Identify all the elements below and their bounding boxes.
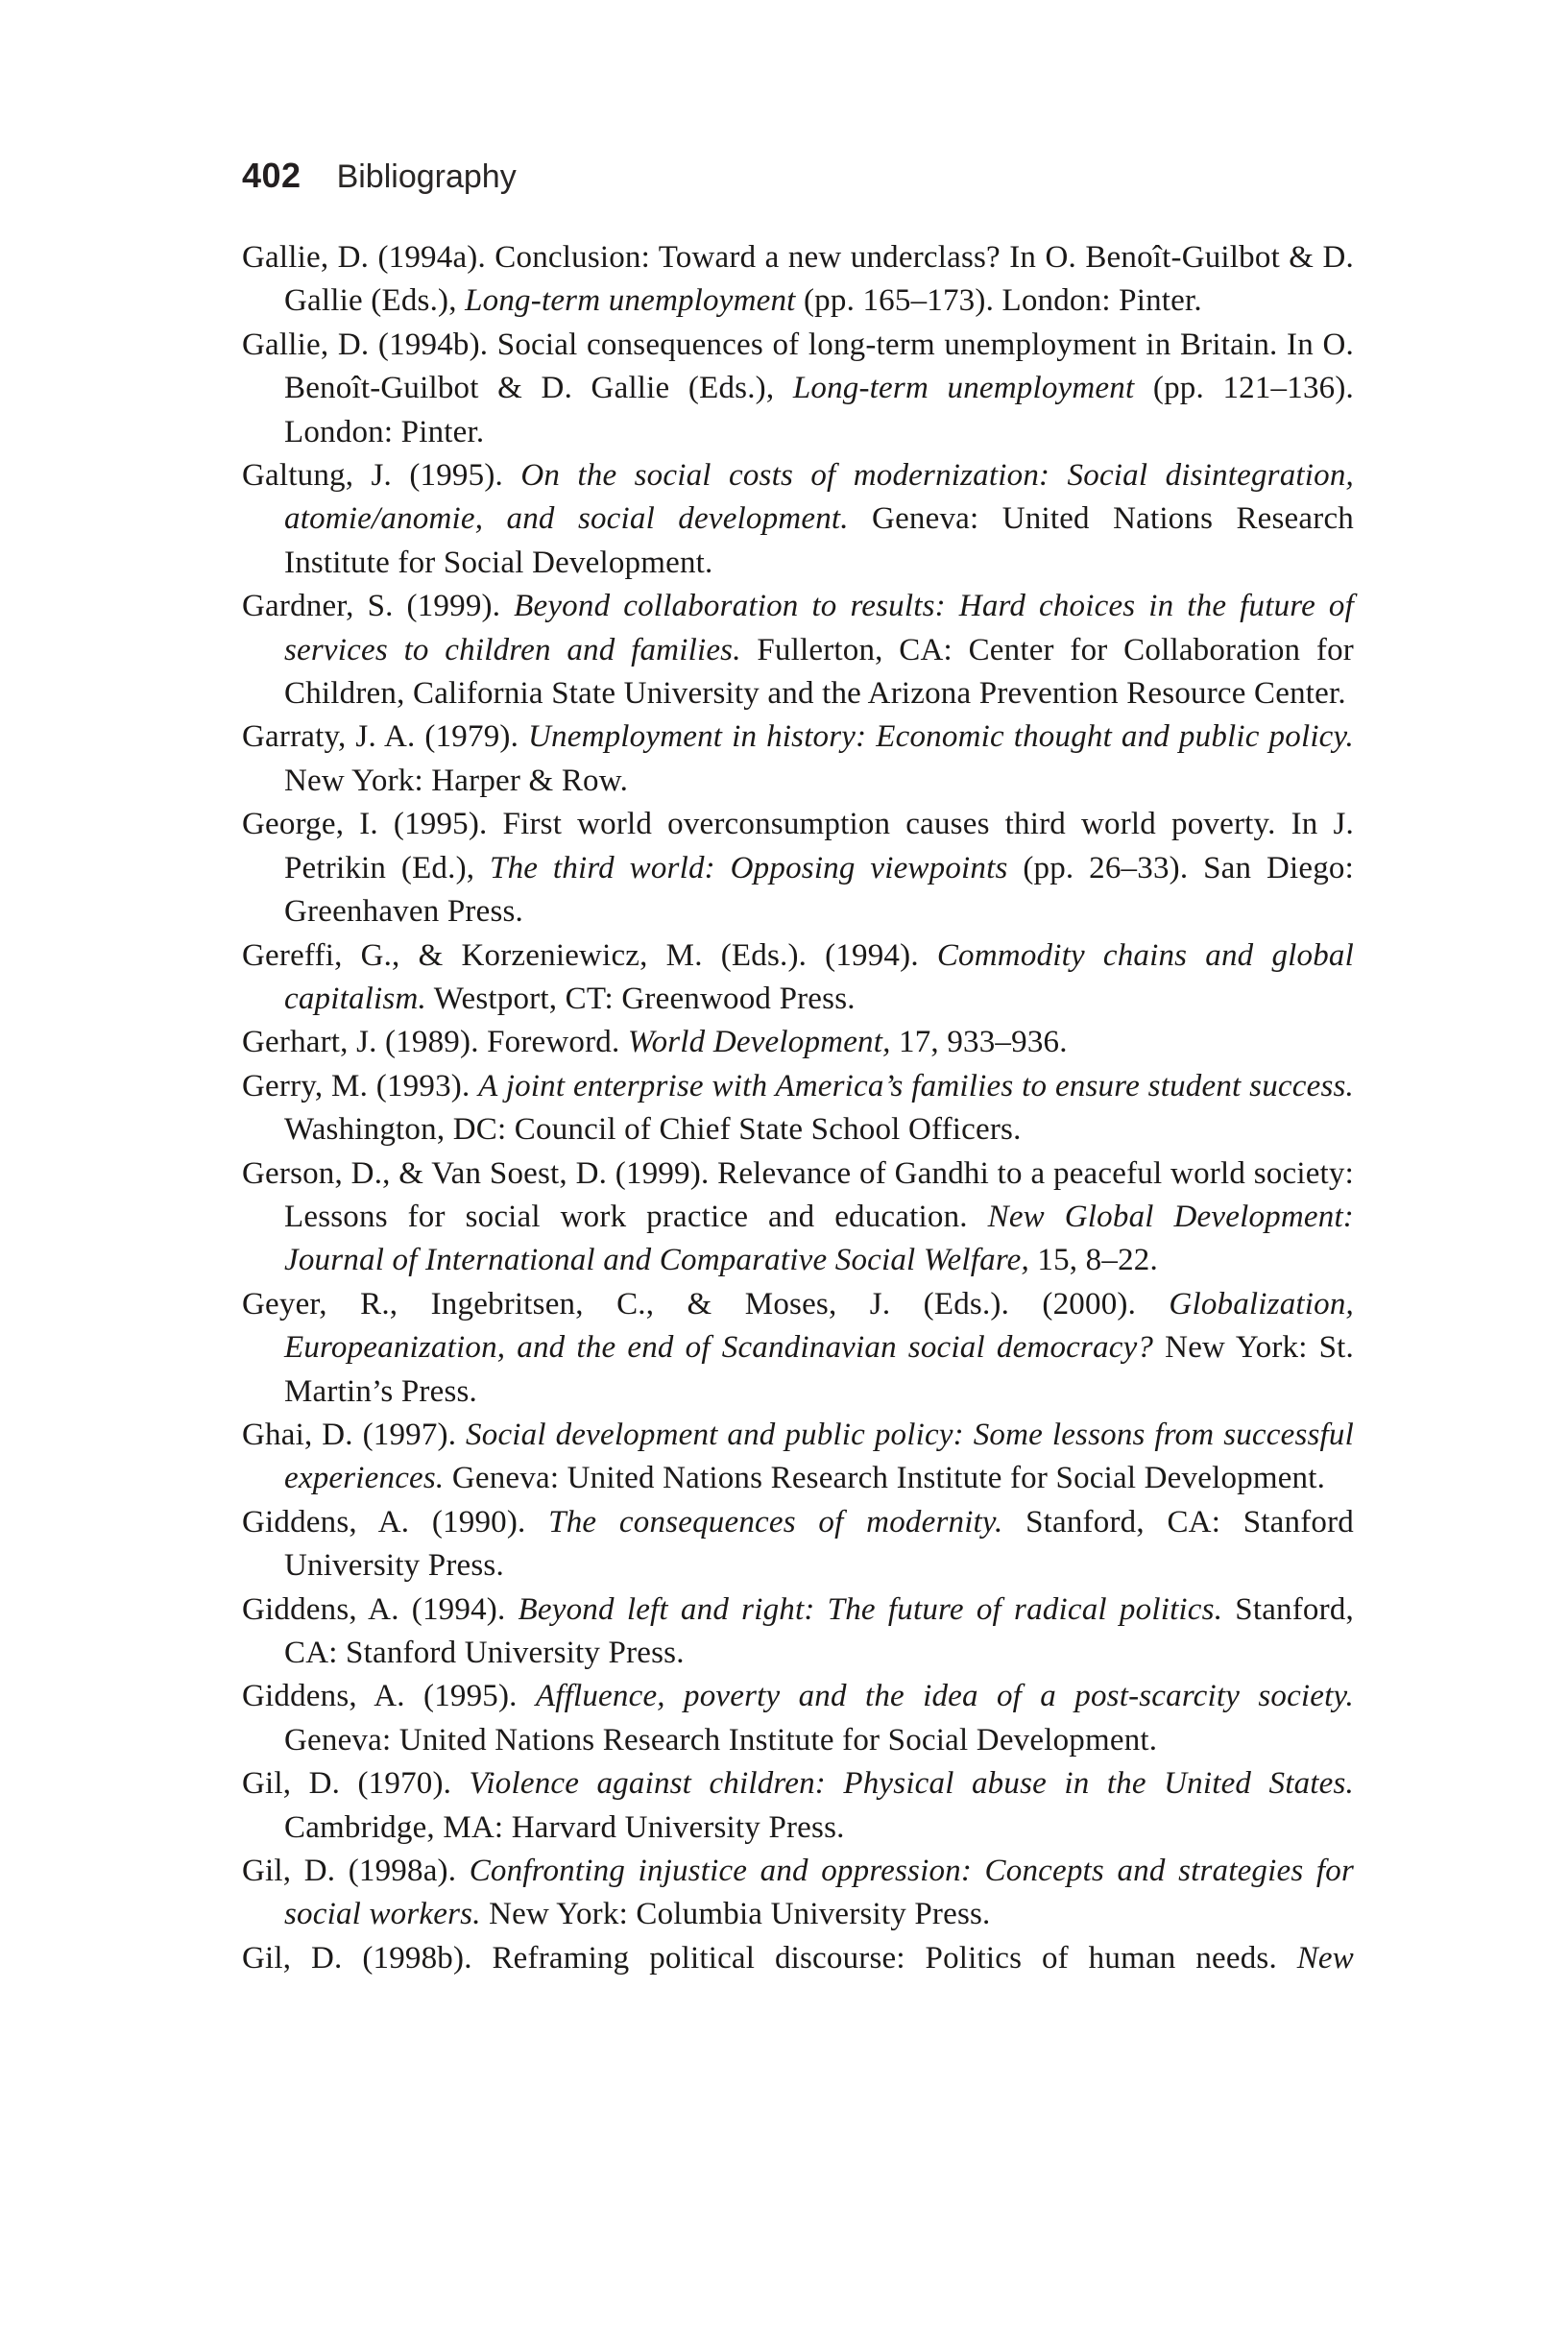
reference-italic-title: The third world: Opposing viewpoints <box>490 850 1008 885</box>
reference-italic-title: Social development and public policy: Some lessons from successful experiences. <box>284 1417 1354 1496</box>
reference-italic-title: Violence against children: Physical abuse in the United States. <box>469 1766 1354 1802</box>
reference-text: Giddens, A. (1990). <box>242 1504 549 1540</box>
reference-italic-title: A joint enterprise with America’s families to ensure student success. <box>478 1068 1354 1103</box>
reference-text: (pp. 121–136). London: Pinter. <box>284 371 1354 449</box>
reference-text: Gallie, D. (1994b). Social consequences of long-term unemployment in Britain. In O. Benoît-Guilbot & D. Gallie (Eds.), <box>242 327 1354 406</box>
reference-text: Gil, D. (1998a). <box>242 1854 470 1889</box>
reference-text: New York: Columbia University Press. <box>480 1897 991 1932</box>
reference-text: Giddens, A. (1995). <box>242 1679 536 1714</box>
reference-entry <box>242 1762 1354 1850</box>
reference-text: 15, 8–22. <box>1028 1243 1158 1278</box>
reference-italic-title: Beyond collaboration to results: Hard choices in the future of services to children and families. <box>284 589 1354 667</box>
reference-entry <box>242 236 1354 324</box>
reference-entry <box>242 715 1354 803</box>
reference-italic-title: Affluence, poverty and the idea of a post-scarcity society. <box>535 1679 1354 1714</box>
reference-entry <box>242 1501 1354 1588</box>
reference-entry <box>242 1283 1354 1414</box>
reference-text: Stanford, CA: Stanford University Press. <box>284 1591 1354 1670</box>
reference-entry <box>242 1588 1354 1676</box>
reference-text: New York: St. Martin’s Press. <box>284 1330 1354 1409</box>
reference-italic-title: New <box>1296 1940 1354 1976</box>
reference-italic-title: On the social costs of modernization: Social disintegration, atomie/anomie, and social development. <box>284 458 1354 537</box>
reference-text: Geneva: United Nations Research Institute for Social Development. <box>284 1722 1158 1758</box>
reference-text: Washington, DC: Council of Chief State School Officers. <box>284 1112 1022 1148</box>
reference-text: Fullerton, CA: Center for Collaboration for Children, California State University and the Arizona Prevention Resource Center. <box>284 632 1354 712</box>
reference-entry <box>242 585 1354 715</box>
reference-italic-title: Unemployment in history: Economic thought and public policy. <box>527 719 1355 755</box>
reference-italic-title: Confronting injustice and oppression: Concepts and strategies for social workers. <box>284 1854 1355 1932</box>
reference-text: Geneva: United Nations Research Institute for Social Development. <box>284 501 1354 580</box>
reference-text: New York: Harper & Row. <box>284 763 629 798</box>
reference-text: George, I. (1995). First world overconsumption causes third world poverty. In J. Petrikin (Ed.), <box>242 807 1354 885</box>
reference-entry <box>242 1152 1354 1283</box>
reference-entry <box>242 324 1354 454</box>
reference-text: (pp. 26–33). San Diego: Greenhaven Press. <box>284 850 1354 930</box>
reference-text: Gardner, S. (1999). <box>242 589 515 624</box>
reference-text: Stanford, CA: Stanford University Press. <box>284 1504 1354 1584</box>
reference-text: Garraty, J. A. (1979). <box>242 719 528 755</box>
reference-italic-title: Globalization, Europeanization, and the end of Scandinavian social democracy? <box>284 1286 1354 1366</box>
reference-italic-title: Long-term unemployment <box>465 283 796 319</box>
reference-text: Gerhart, J. (1989). Foreword. <box>242 1025 628 1060</box>
reference-text: Gallie, D. (1994a). Conclusion: Toward a new underclass? In O. Benoît-Guilbot & D. Gallie (Eds.), <box>242 240 1354 319</box>
reference-italic-title: Long-term unemployment <box>792 371 1135 406</box>
reference-text: Gil, D. (1970). <box>242 1766 470 1802</box>
reference-italic-title: World Development, <box>627 1025 891 1060</box>
reference-list <box>242 236 1354 1980</box>
reference-entry <box>242 803 1354 934</box>
reference-text: Gil, D. (1998b). Reframing political discourse: Politics of human needs. <box>242 1940 1297 1976</box>
reference-italic-title: Beyond left and right: The future of radical politics. <box>518 1591 1223 1627</box>
reference-entry <box>242 1675 1354 1762</box>
reference-text: Geneva: United Nations Research Institute for Social Development. <box>444 1461 1326 1496</box>
reference-italic-title: Commodity chains and global capitalism. <box>284 937 1354 1016</box>
running-head: Bibliography <box>336 158 517 195</box>
reference-entry <box>242 454 1354 585</box>
page-number: 402 <box>242 156 302 195</box>
reference-entry <box>242 1021 1354 1064</box>
reference-entry <box>242 1937 1354 1980</box>
reference-text: Ghai, D. (1997). <box>242 1417 467 1452</box>
reference-text: Cambridge, MA: Harvard University Press. <box>284 1809 845 1845</box>
page-header <box>242 156 517 196</box>
reference-italic-title: New Global Development: Journal of International and Comparative Social Welfare, <box>284 1199 1354 1278</box>
reference-text: Gerry, M. (1993). <box>242 1068 479 1103</box>
reference-entry <box>242 1414 1354 1501</box>
reference-text: Gereffi, G., & Korzeniewicz, M. (Eds.). (1994). <box>242 937 937 973</box>
reference-text: 17, 933–936. <box>890 1025 1068 1060</box>
reference-entry <box>242 1850 1354 1937</box>
reference-entry <box>242 934 1354 1022</box>
reference-text: Westport, CT: Greenwood Press. <box>425 981 856 1016</box>
reference-italic-title: The consequences of modernity. <box>548 1504 1003 1540</box>
reference-text: Giddens, A. (1994). <box>242 1591 519 1627</box>
reference-text: (pp. 165–173). London: Pinter. <box>795 283 1202 319</box>
reference-text: Galtung, J. (1995). <box>242 458 521 494</box>
reference-text: Gerson, D., & Van Soest, D. (1999). Relevance of Gandhi to a peaceful world society: Lessons for social work practice and education. <box>242 1155 1354 1234</box>
reference-text: Geyer, R., Ingebritsen, C., & Moses, J. (Eds.). (2000). <box>242 1286 1170 1321</box>
reference-entry <box>242 1065 1354 1152</box>
